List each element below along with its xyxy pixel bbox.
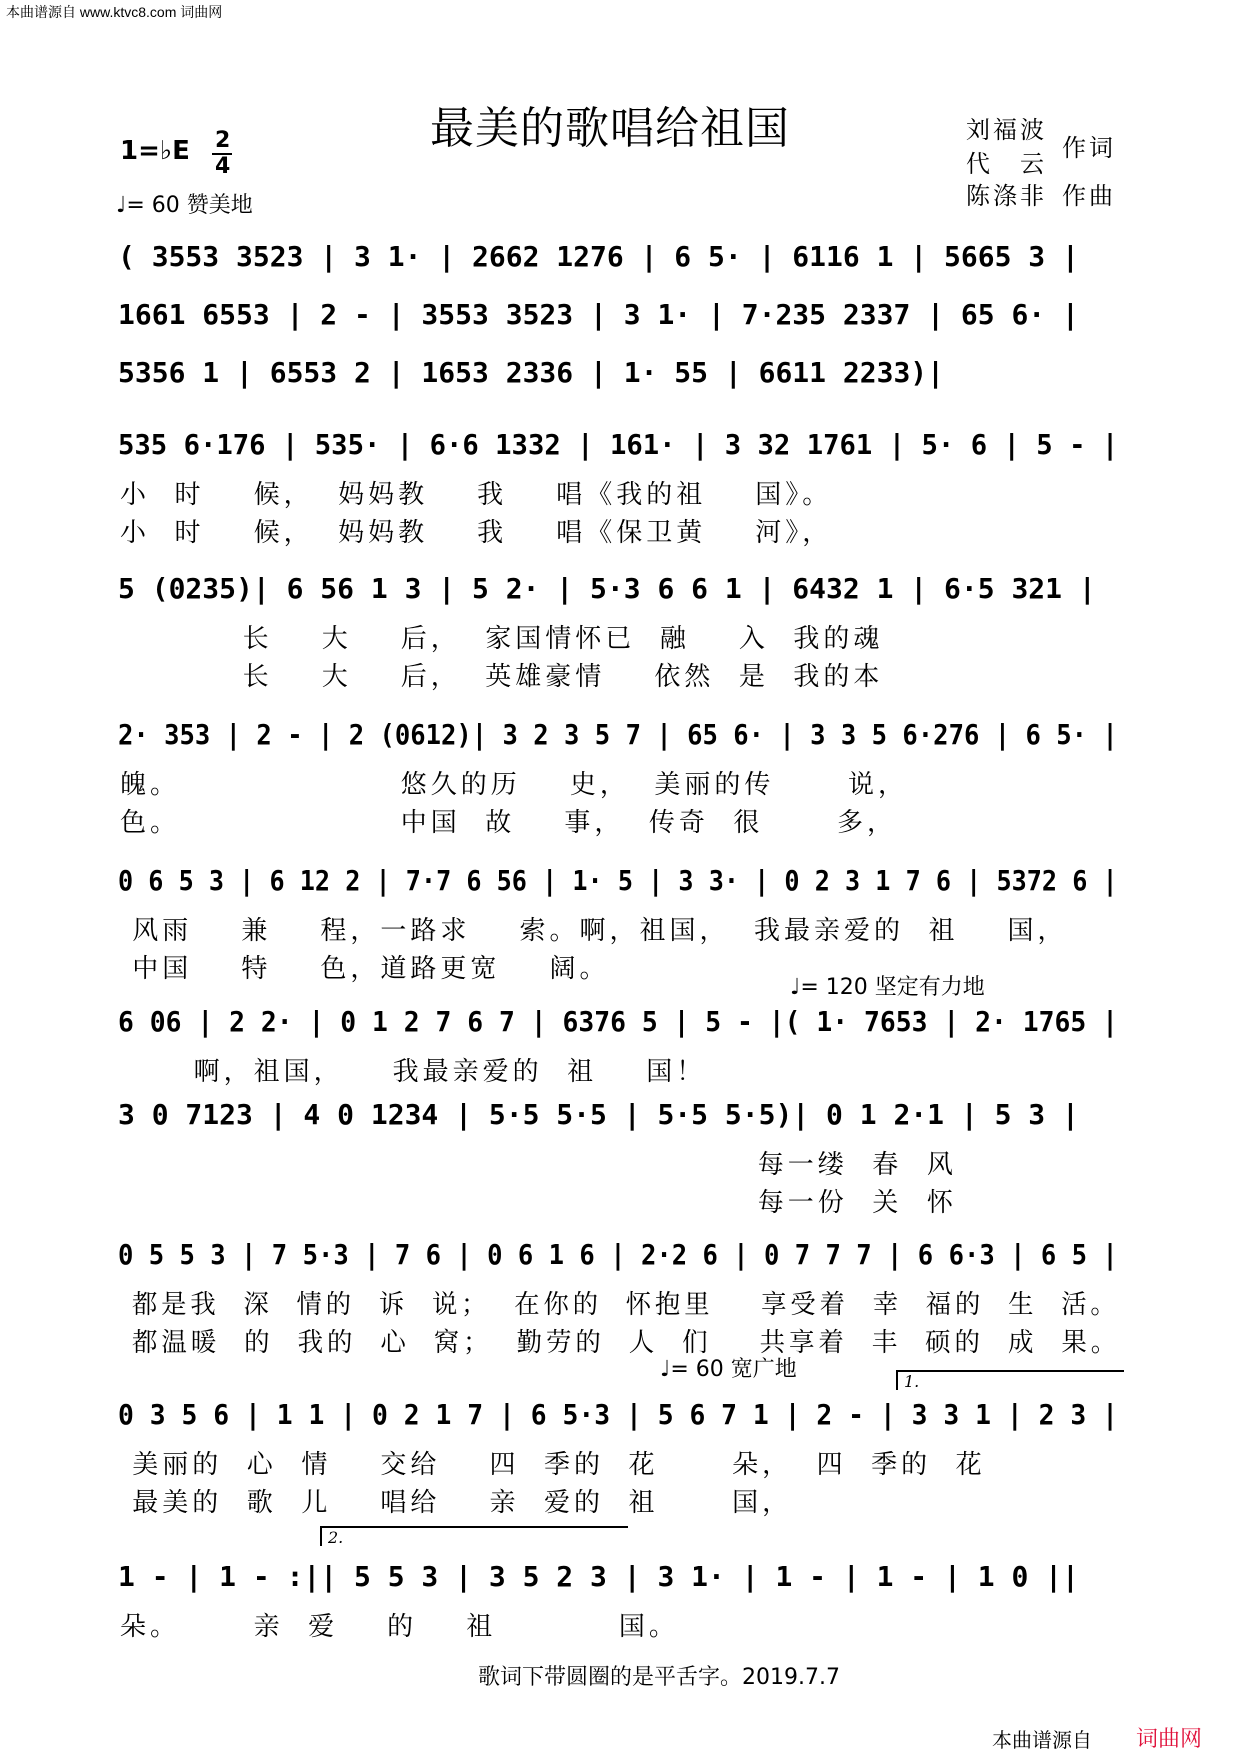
lyric-line-9-1: 每一缕 春 风 [120, 1150, 957, 1180]
lyric-line-7-2: 中国 特 色，道路更宽 阔。 [120, 954, 610, 984]
lyric-line-5-2: 长 大 后， 英雄豪情 依然 是 我的本 [120, 662, 884, 692]
watermark-top: 本曲谱源自 www.ktvc8.com 词曲网 [6, 4, 223, 20]
volta-2: 2. [320, 1526, 628, 1546]
lyric-line-9-2: 每一份 关 怀 [120, 1188, 957, 1218]
notation-row-8: 6 06 | 2 2· | 0 1 2 7 6 7 | 6376 5 | 5 - |( 1· 7653 | 2· 1765 | [118, 1005, 1119, 1038]
lyric-role: 作词 [1062, 134, 1116, 162]
notation-row-3: 5356 1 | 6553 2 | 1653 2336 | 1· 55 | 6611 2233)| [118, 356, 945, 389]
lyricist-2: 代 云 [966, 150, 1047, 178]
tempo-marking-1: ♩= 60 赞美地 [116, 193, 253, 218]
time-signature-bottom: 4 [215, 154, 231, 179]
notation-row-10: 0 5 5 3 | 7 5·3 | 7 6 | 0 6 1 6 | 2·2 6 | 0 7 7 7 | 6 6·3 | 6 5 | [118, 1238, 1118, 1271]
lyric-line-4-1: 小 时 候， 妈妈教 我 唱《我的祖 国》。 [120, 480, 833, 510]
page-title: 最美的歌唱给祖国 [430, 103, 790, 154]
notation-row-7: 0 6 5 3 | 6 12 2 | 7·7 6 56 | 1· 5 | 3 3· | 0 2 3 1 7 6 | 5372 6 | [118, 864, 1118, 897]
notation-row-1: ( 3553 3523 | 3 1· | 2662 1276 | 6 5· | 6116 1 | 5665 3 | [118, 240, 1079, 273]
composer-role: 作曲 [1062, 182, 1116, 210]
tempo-marking-3: ♩= 60 宽广地 [660, 1357, 797, 1382]
lyric-line-8-1: 啊，祖国， 我最亲爱的 祖 国！ [120, 1057, 707, 1087]
notation-row-11: 0 3 5 6 | 1 1 | 0 2 1 7 | 6 5·3 | 5 6 7 1 | 2 - | 3 3 1 | 2 3 | [118, 1398, 1119, 1431]
logo-right: 词曲网 [1136, 1727, 1203, 1752]
lyric-line-10-2: 都温暖 的 我的 心 窝； 勤劳的 人 们 共享着 丰 硕的 成 果。 [120, 1328, 1121, 1358]
notation-row-6: 2· 353 | 2 - | 2 (0612)| 3 2 3 5 7 | 65 6· | 3 3 5 6·276 | 6 5· | [118, 718, 1118, 751]
lyric-line-12-1: 朵。 亲 爱 的 祖 国。 [120, 1612, 679, 1642]
lyric-line-10-1: 都是我 深 情的 诉 说； 在你的 怀抱里 享受着 幸 福的 生 活。 [120, 1290, 1120, 1320]
lyric-line-6-2: 色。 中国 故 事， 传奇 很 多， [120, 808, 897, 838]
notation-row-5: 5 (0235)| 6 56 1 3 | 5 2· | 5·3 6 6 1 | 6432 1 | 6·5 321 | [118, 572, 1096, 605]
lyric-line-7-1: 风雨 兼 程，一路求 索。啊，祖国， 我最亲爱的 祖 国， [120, 916, 1068, 946]
tempo-marking-2: ♩= 120 坚定有力地 [790, 975, 985, 1000]
lyric-line-5-1: 长 大 后， 家国情怀已 融 入 我的魂 [120, 624, 884, 654]
lyric-line-6-1: 魄。 悠久的历 史， 美丽的传 说， [120, 770, 908, 800]
key-signature: 1=♭E [120, 136, 190, 166]
notation-row-2: 1661 6553 | 2 - | 3553 3523 | 3 1· | 7·235 2337 | 65 6· | [118, 298, 1079, 331]
composer: 陈涤非 [966, 182, 1047, 210]
notation-row-12: 1 - | 1 - :|| 5 5 3 | 3 5 2 3 | 3 1· | 1 - | 1 - | 1 0 || [118, 1560, 1079, 1593]
volta-1: 1. [896, 1370, 1124, 1390]
lyric-line-11-2: 最美的 歌 儿 唱给 亲 爱的 祖 国， [120, 1488, 793, 1518]
logo-left: 本曲谱源自 [992, 1728, 1092, 1752]
time-signature-top: 2 [215, 128, 231, 153]
lyric-line-4-2: 小 时 候， 妈妈教 我 唱《保卫黄 河》， [120, 518, 833, 548]
notation-row-4: 535 6·176 | 535· | 6·6 1332 | 161· | 3 32 1761 | 5· 6 | 5 - | [118, 428, 1119, 461]
footer-note: 歌词下带圆圈的是平舌字。2019.7.7 [478, 1665, 840, 1690]
lyric-line-11-1: 美丽的 心 情 交给 四 季的 花 朵， 四 季的 花 [120, 1450, 986, 1480]
lyricist-1: 刘福波 [966, 116, 1047, 144]
notation-row-9: 3 0 7123 | 4 0 1234 | 5·5 5·5 | 5·5 5·5)| 0 1 2·1 | 5 3 | [118, 1098, 1079, 1131]
